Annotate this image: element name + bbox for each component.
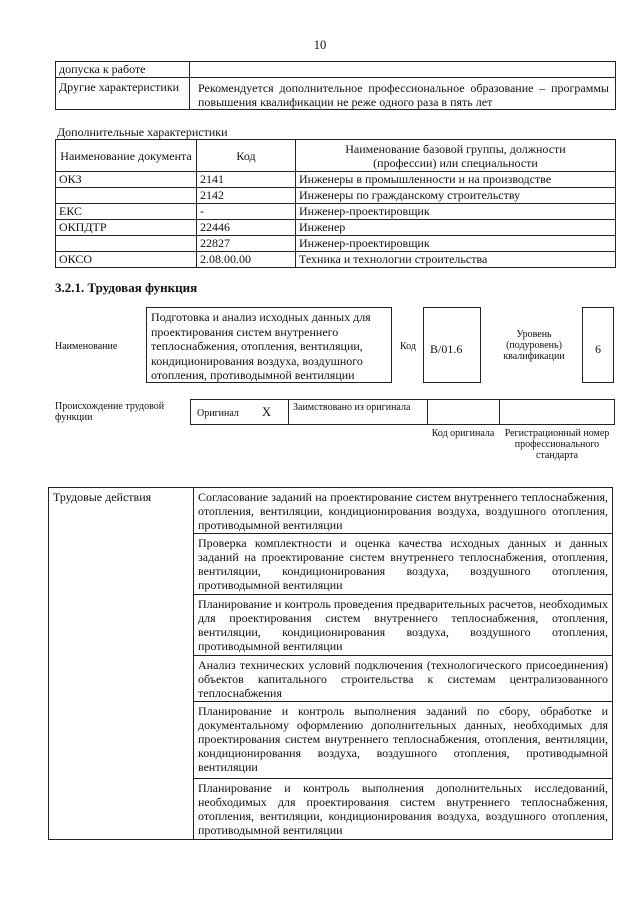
top-row-value bbox=[190, 62, 616, 78]
actions-table bbox=[48, 487, 613, 840]
table-row bbox=[56, 172, 616, 188]
table-row bbox=[56, 252, 616, 268]
origin-box bbox=[190, 399, 615, 425]
divider bbox=[288, 400, 289, 424]
actions-label: Трудовые действия bbox=[49, 488, 194, 840]
action-item: Согласование заданий на проектирование систем внутреннего теплоснабжения, отопления, вентиляции, кондиционирования воздуха, воздушного отопления, противодымной вентиляции bbox=[194, 488, 613, 534]
doc-cell: ЕКС bbox=[56, 204, 197, 220]
header-cell: Наименование документа bbox=[56, 140, 197, 172]
top-row-label: допуска к работе bbox=[56, 62, 190, 78]
top-table bbox=[55, 61, 616, 110]
additional-caption: Дополнительные характеристики bbox=[57, 125, 228, 139]
origin-label: Происхождение трудовой функции bbox=[55, 401, 165, 423]
code-cell: 2141 bbox=[197, 172, 296, 188]
action-item: Проверка комплектности и оценка качества исходных данных и данных заданий на проектирование систем внутреннего теплоснабжения, отопления, вентиляции, кондиционирования воздуха, воздушного отопления, противодымной вентиляции bbox=[194, 534, 613, 595]
borrowed-label: Заимствовано из оригинала bbox=[293, 402, 411, 413]
name-label: Наименование bbox=[55, 341, 118, 352]
page-number: 10 bbox=[313, 38, 327, 52]
code-label: Код bbox=[400, 341, 416, 352]
additional-table bbox=[55, 139, 616, 268]
top-row-label: Другие характеристики bbox=[56, 78, 190, 110]
name-cell: Инженеры по гражданскому строительству bbox=[296, 188, 616, 204]
code-original-label: Код оригинала bbox=[431, 428, 495, 439]
level-label: Уровень (подуровень) квалификации bbox=[503, 329, 565, 362]
table-row bbox=[56, 204, 616, 220]
doc-cell bbox=[56, 188, 197, 204]
table-row bbox=[56, 188, 616, 204]
action-item: Планирование и контроль проведения предварительных расчетов, необходимых для проектирования систем внутреннего теплоснабжения, отопления, вентиляции, кондиционирования воздуха, воздушного отопления, противодымной вентиляции bbox=[194, 595, 613, 656]
code-value: B/01.6 bbox=[423, 307, 481, 383]
divider bbox=[427, 400, 428, 424]
code-cell: 22446 bbox=[197, 220, 296, 236]
name-cell: Техника и технологии строительства bbox=[296, 252, 616, 268]
divider bbox=[499, 400, 500, 424]
table-row bbox=[49, 488, 613, 534]
action-item: Планирование и контроль выполнения заданий по сбору, обработке и документальному оформлению дополнительных данных, необходимых для проектирования систем внутреннего теплоснабжения, отопления, вентиляции, кондиционирования воздуха, воздушного отопления, противодымной вентиляции bbox=[194, 702, 613, 779]
level-value: 6 bbox=[582, 307, 614, 383]
doc-cell: ОКСО bbox=[56, 252, 197, 268]
name-cell: Инженер-проектировщик bbox=[296, 236, 616, 252]
top-row-value: Рекомендуется дополнительное профессиональное образование – программы повышения квалификации не реже одного раза в пять лет bbox=[190, 78, 616, 110]
action-item: Анализ технических условий подключения (технологического присоединения) объектов капитального строительства к системам централизованного теплоснабжения bbox=[194, 656, 613, 702]
function-name-box: Подготовка и анализ исходных данных для проектирования систем внутреннего теплоснабжения, отопления, вентиляции, кондиционирования воздуха, воздушного отопления, противодымной вентиляции bbox=[146, 307, 392, 383]
name-cell: Инженер bbox=[296, 220, 616, 236]
table-row bbox=[56, 220, 616, 236]
doc-cell: ОКПДТР bbox=[56, 220, 197, 236]
original-mark: X bbox=[262, 405, 272, 419]
name-cell: Инженеры в промышленности и на производстве bbox=[296, 172, 616, 188]
code-cell: 2142 bbox=[197, 188, 296, 204]
action-item: Планирование и контроль выполнения дополнительных исследований, необходимых для проектирования систем внутреннего теплоснабжения, отопления, вентиляции, кондиционирования воздуха, воздушного отопления, противодымной вентиляции bbox=[194, 779, 613, 840]
doc-cell: ОКЗ bbox=[56, 172, 197, 188]
section-heading: 3.2.1. Трудовая функция bbox=[55, 280, 198, 295]
code-cell: 22827 bbox=[197, 236, 296, 252]
original-label: Оригинал bbox=[197, 408, 239, 419]
code-cell: 2.08.00.00 bbox=[197, 252, 296, 268]
doc-cell bbox=[56, 236, 197, 252]
header-cell: Наименование базовой группы, должности (профессии) или специальности bbox=[296, 140, 616, 172]
header-cell: Код bbox=[197, 140, 296, 172]
table-row bbox=[56, 236, 616, 252]
code-cell: - bbox=[197, 204, 296, 220]
name-cell: Инженер-проектировщик bbox=[296, 204, 616, 220]
reg-number-label: Регистрационный номер профессионального стандарта bbox=[504, 428, 610, 461]
